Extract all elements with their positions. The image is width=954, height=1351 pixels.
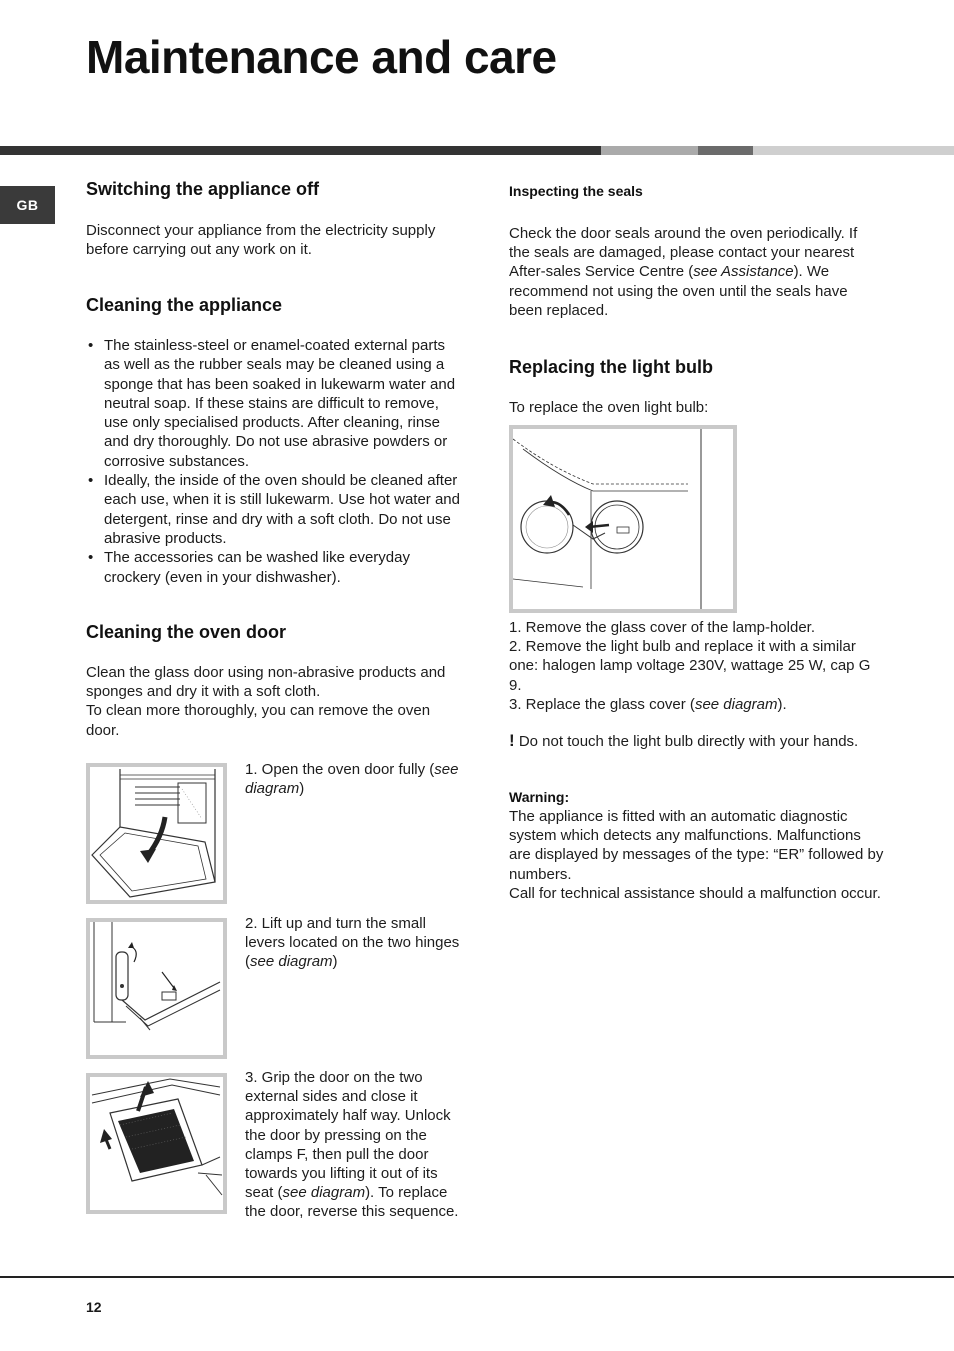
warning-paragraph-1: The appliance is fitted with an automatic diagnostic system which detects any malfunctions. Malfunctions are displayed by messages of the type: “ER” followed by numbers. bbox=[509, 808, 884, 883]
open-oven-door-diagram bbox=[86, 763, 227, 904]
switching-off-text bbox=[86, 221, 466, 259]
warning-text bbox=[509, 807, 884, 903]
language-tab: GB bbox=[0, 186, 55, 224]
seals-text-before: Check the door seals around the oven periodically. If the seals are damaged, please contact your nearest After-sales Service Centre ( bbox=[509, 225, 858, 281]
cleaning-door-paragraph-2: To clean more thoroughly, you can remove the oven door. bbox=[86, 702, 431, 739]
door-step-2-link: see diagram bbox=[250, 953, 333, 971]
hinge-lever-icon bbox=[90, 922, 223, 1055]
bulb-step-3-text: 3. Replace the glass cover ( bbox=[509, 695, 695, 713]
lamp-holder-diagram bbox=[509, 425, 737, 613]
open-oven-door-icon bbox=[90, 767, 223, 900]
lamp-holder-icon bbox=[513, 429, 733, 609]
seals-text bbox=[509, 224, 879, 320]
bulb-intro: To replace the oven light bulb: bbox=[509, 399, 709, 416]
header-bar-mid bbox=[601, 146, 698, 155]
page-number: 12 bbox=[86, 1299, 102, 1315]
bulb-step-3-after: ). bbox=[777, 695, 787, 713]
door-step-2-text: 2. Lift up and turn the small levers located on the two hinges ( bbox=[245, 915, 460, 971]
bulb-step-3-link: see diagram bbox=[694, 695, 778, 713]
heading-cleaning-door: Cleaning the oven door bbox=[86, 622, 287, 642]
heading-inspecting-seals: Inspecting the seals bbox=[509, 183, 643, 199]
list-item: • Ideally, the inside of the oven should be cleaned after each use, when it is still lukewarm. Use hot water and detergent, rinse and dry with a soft cloth. Do not use abrasive products. bbox=[86, 471, 464, 548]
bulb-step-2: 2. Remove the light bulb and replace it with a similar one: halogen lamp voltage 230V, wattage 25 W, cap G 9. bbox=[509, 638, 871, 694]
hinge-levers-diagram bbox=[86, 918, 227, 1059]
header-bar-dark2 bbox=[698, 146, 753, 155]
bulb-caution-note bbox=[509, 731, 889, 751]
page-title: Maintenance and care bbox=[86, 31, 557, 83]
door-step-2-after: ) bbox=[332, 953, 338, 971]
heading-warning: Warning: bbox=[509, 789, 570, 805]
door-step-3-link: see diagram bbox=[282, 1184, 366, 1202]
door-step-1-link: see diagram bbox=[245, 761, 459, 798]
caution-text: Do not touch the light bulb directly with your hands. bbox=[518, 733, 859, 750]
door-step-1 bbox=[245, 760, 463, 798]
cleaning-door-paragraph-1: Clean the glass door using non-abrasive products and sponges and dry it with a soft cloth. bbox=[86, 664, 446, 701]
door-step-1-after: ) bbox=[299, 780, 305, 798]
door-step-3-text: 3. Grip the door on the two external sides and close it approximately half way. Unlock the door by pressing on the clamps F, then pull the door towards you lifting it out of its seat ( bbox=[245, 1069, 451, 1202]
header-bar-dark bbox=[0, 146, 601, 155]
heading-cleaning-appliance: Cleaning the appliance bbox=[86, 295, 283, 315]
bulb-step-3 bbox=[509, 695, 884, 714]
header-bar-light bbox=[753, 146, 954, 155]
seals-text-after: ). We recommend not using the oven until the seals have been replaced. bbox=[509, 263, 848, 319]
bulb-step-1: 1. Remove the glass cover of the lamp-holder. bbox=[509, 619, 815, 636]
cleaning-door-text bbox=[86, 663, 466, 740]
door-step-3 bbox=[245, 1068, 465, 1222]
footer-rule bbox=[0, 1276, 954, 1278]
door-step-3-after: ). To replace the door, reverse this sequence. bbox=[245, 1184, 459, 1221]
door-step-2 bbox=[245, 914, 463, 972]
cleaning-appliance-list bbox=[86, 336, 464, 587]
header-color-bar bbox=[0, 146, 954, 155]
remove-door-icon bbox=[90, 1077, 223, 1210]
bulb-steps bbox=[509, 618, 884, 714]
list-item: • The stainless-steel or enamel-coated external parts as well as the rubber seals may be cleaned using a sponge that has been soaked in lukewarm water and neutral soap. If these stains are difficult to remove, use only specialised products. After cleaning, rinse and dry thoroughly. Do not use abrasive powders or corrosive substances. bbox=[86, 336, 464, 471]
caution-icon: ! bbox=[509, 731, 515, 750]
remove-door-diagram bbox=[86, 1073, 227, 1214]
heading-replacing-bulb: Replacing the light bulb bbox=[509, 357, 713, 377]
heading-switching-off: Switching the appliance off bbox=[86, 179, 320, 199]
list-item: • The accessories can be washed like everyday crockery (even in your dishwasher). bbox=[86, 548, 464, 587]
see-assistance-link: see Assistance bbox=[693, 263, 794, 281]
switching-off-paragraph: Disconnect your appliance from the electricity supply before carrying out any work on it. bbox=[86, 222, 436, 259]
warning-paragraph-2: Call for technical assistance should a malfunction occur. bbox=[509, 884, 881, 902]
door-step-1-text: 1. Open the oven door fully ( bbox=[245, 761, 435, 778]
